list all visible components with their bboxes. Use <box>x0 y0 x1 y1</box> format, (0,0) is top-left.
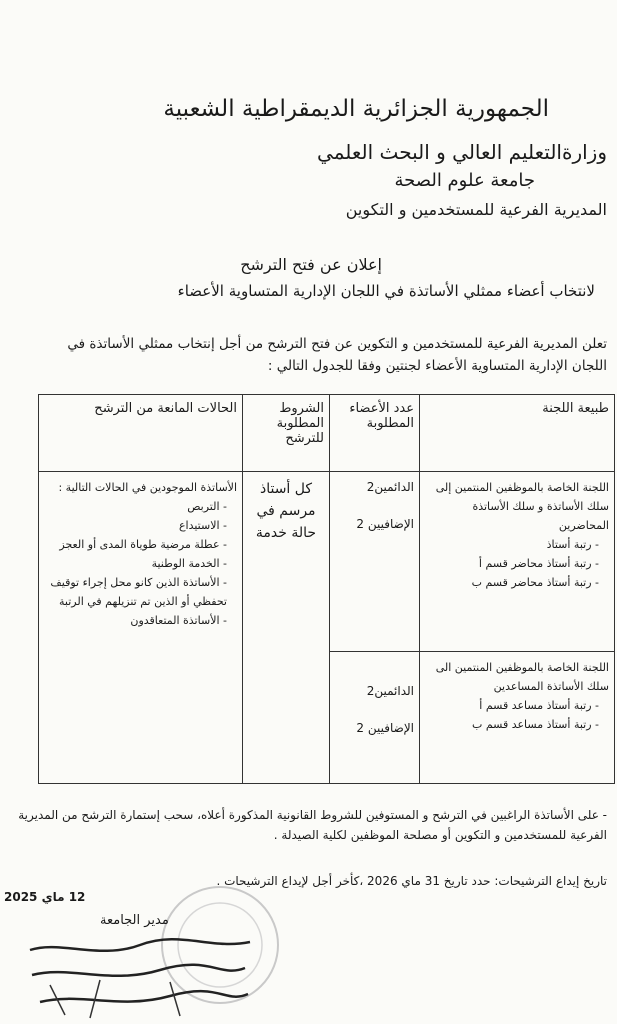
application-note: - على الأساتذة الراغبين في الترشح و المستوفين للشروط القانونية المذكورة أعلاه، سحب إستمارة الترشح من المديرية الفرعية للمستخدمين و التكوين أو مصلحة الموظفين لكلية الصيدلة . <box>18 808 607 842</box>
impediment-item: - الاستيداع <box>178 519 227 532</box>
announcement-title: إعلان عن فتح الترشح <box>240 255 382 274</box>
rank-item: - رتبة أستاذ مساعد قسم ب <box>471 718 599 732</box>
rank-item: - رتبة أستاذ مساعد قسم أ <box>479 699 599 713</box>
deadline-text: تاريخ إيداع الترشيحات: حدد تاريخ 31 ماي 2026 ،كأخر أجل لإيداع الترشيحات . <box>216 874 607 888</box>
header-conditions: الشروط المطلوبة للترشح <box>243 395 330 472</box>
table-header-row <box>39 395 615 472</box>
impediment-item: - الأساتذة الذين كانو محل إجراء توقيف تحفظي أو الذين تم تنزيلهم في الرتبة <box>50 576 227 608</box>
permanent-members: الدائمين2 <box>366 480 414 494</box>
conditions-cell: كل أستاذ مرسم في حالة خدمة <box>243 472 330 784</box>
committee-cell <box>420 652 615 784</box>
header-impediments: الحالات المانعة من الترشح <box>39 395 243 472</box>
university-heading: جامعة علوم الصحة <box>394 170 535 191</box>
members-cell <box>330 652 420 784</box>
table-row <box>39 472 615 652</box>
directorate-heading: المديرية الفرعية للمستخدمين و التكوين <box>345 200 607 219</box>
committee-cell <box>420 472 615 652</box>
signature-icon <box>20 930 260 1020</box>
rank-item: - رتبة أستاذ <box>546 538 599 551</box>
alternate-members: الإضافيين 2 <box>356 517 414 531</box>
signer-title: مدير الجامعة <box>100 913 169 928</box>
intro-paragraph: تعلن المديرية الفرعية للمستخدمين و التكوين عن فتح الترشح من أجل إنتخاب ممثلي الأساتذة في اللجان الإدارية المتساوية الأعضاء لجنتين وفقا للجدول التالي : <box>67 336 607 374</box>
rank-item: - رتبة أستاذ محاضر قسم ب <box>471 576 599 589</box>
committees-table <box>38 394 615 784</box>
stamp-date: 12 ماي 2025 <box>4 890 86 904</box>
committee-description: اللجنة الخاصة بالموظفين المنتمين الى سلك الأساتذة المساعدين <box>435 661 609 694</box>
impediment-item: - الأساتذة المتعاقدون <box>130 614 227 627</box>
impediment-item: - التربص <box>187 500 227 513</box>
republic-heading: الجمهورية الجزائرية الديمقراطية الشعبية <box>163 96 549 122</box>
rank-item: - رتبة أستاذ محاضر قسم أ <box>478 557 599 570</box>
header-committee: طبيعة اللجنة <box>420 395 615 472</box>
header-members: عدد الأعضاء المطلوبة <box>330 395 420 472</box>
ministry-heading: وزارةالتعليم العالي و البحث العلمي <box>317 140 607 164</box>
impediment-item: - عطلة مرضية طوياة المدى أو العجز <box>59 538 227 551</box>
impediments-intro: الأساتذة الموجودين في الحالات التالية : <box>58 481 237 494</box>
committee-description: اللجنة الخاصة بالموظفين المنتمين إلى سلك الأساتذة و سلك الأساتذة المحاضرين <box>435 481 609 532</box>
announcement-subtitle: لانتخاب أعضاء ممثلي الأساتذة في اللجان الإدارية المتساوية الأعضاء <box>177 282 595 300</box>
alternate-members: الإضافيين 2 <box>356 721 414 736</box>
impediments-cell <box>39 472 243 784</box>
members-cell <box>330 472 420 652</box>
permanent-members: الدائمين2 <box>366 684 414 699</box>
impediment-item: - الخدمة الوطنية <box>151 557 227 570</box>
